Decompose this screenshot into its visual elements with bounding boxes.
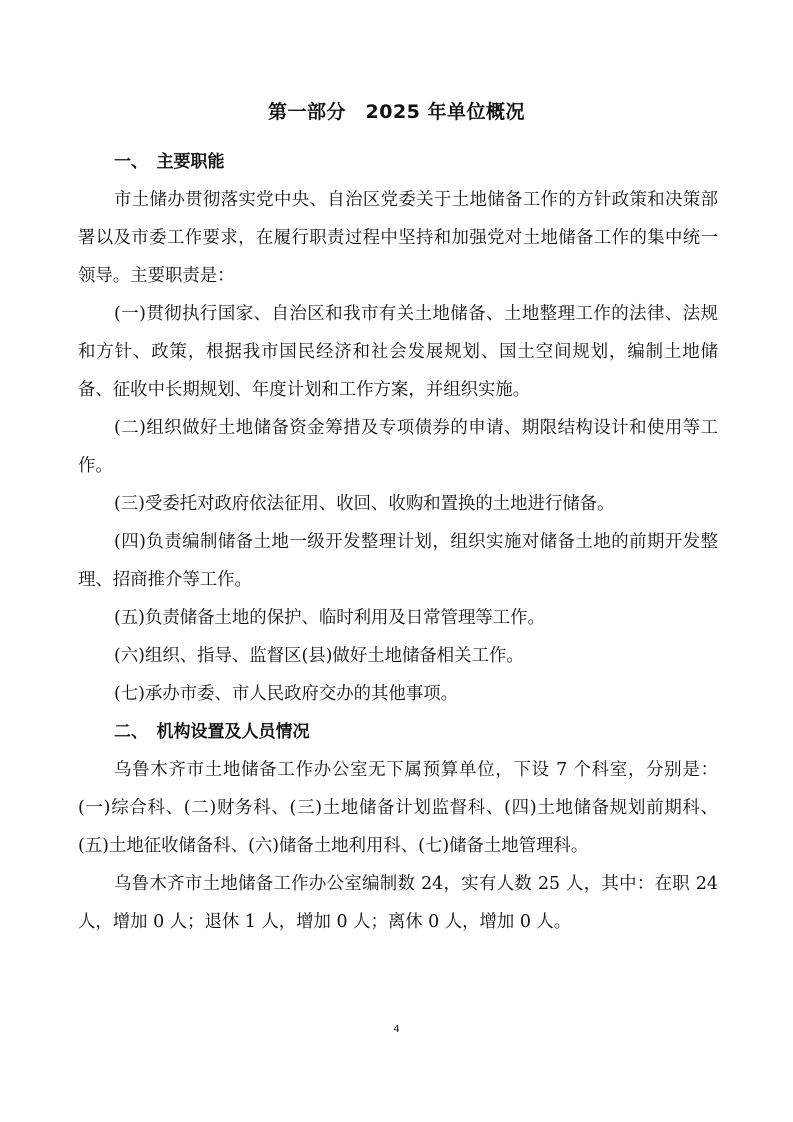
function-item-3: (三)受委托对政府依法征用、收回、收购和置换的土地进行储备。 [114, 494, 615, 514]
functions-intro-paragraph: 市土储办贯彻落实党中央、自治区党委关于土地储备工作的方针政策和决策部署以及市委工作要求，在履行职责过程中坚持和加强党对土地储备工作的集中统一领导。主要职责是： [78, 190, 718, 286]
page-number: 4 [393, 1024, 400, 1035]
function-item-1: (一)贯彻执行国家、自治区和我市有关土地储备、土地整理工作的法律、法规和方针、政策，根据我市国民经济和社会发展规划、国土空间规划，编制土地储备、征收中长期规划、年度计划和工作方案，并组织实施。 [78, 304, 718, 400]
page-title: 第一部分 2025 年单位概况 [268, 101, 525, 123]
function-item-6: (六)组织、指导、监督区(县)做好土地储备相关工作。 [114, 646, 524, 666]
section-heading-organization-staffing: 二、 机构设置及人员情况 [114, 722, 310, 742]
organization-paragraph: 乌鲁木齐市土地储备工作办公室无下属预算单位，下设 7 个科室，分别是：(一)综合科、(二)财务科、(三)土地储备计划监督科、(四)土地储备规划前期科、(五)土地征收储备科、(六)储备土地利用科、(七)储备土地管理科。 [78, 760, 718, 856]
document-body [78, 143, 718, 941]
function-item-2: (二)组织做好土地储备资金筹措及专项债券的申请、期限结构设计和使用等工作。 [78, 418, 718, 476]
function-item-7: (七)承办市委、市人民政府交办的其他事项。 [114, 684, 458, 704]
function-item-5: (五)负责储备土地的保护、临时利用及日常管理等工作。 [114, 608, 545, 628]
section-heading-main-functions: 一、 主要职能 [114, 152, 225, 172]
staffing-paragraph: 乌鲁木齐市土地储备工作办公室编制数 24，实有人数 25 人，其中：在职 24 人，增加 0 人；退休 1 人，增加 0 人；离休 0 人，增加 0 人。 [78, 874, 718, 932]
function-item-4: (四)负责编制储备土地一级开发整理计划，组织实施对储备土地的前期开发整理、招商推介等工作。 [78, 532, 718, 590]
